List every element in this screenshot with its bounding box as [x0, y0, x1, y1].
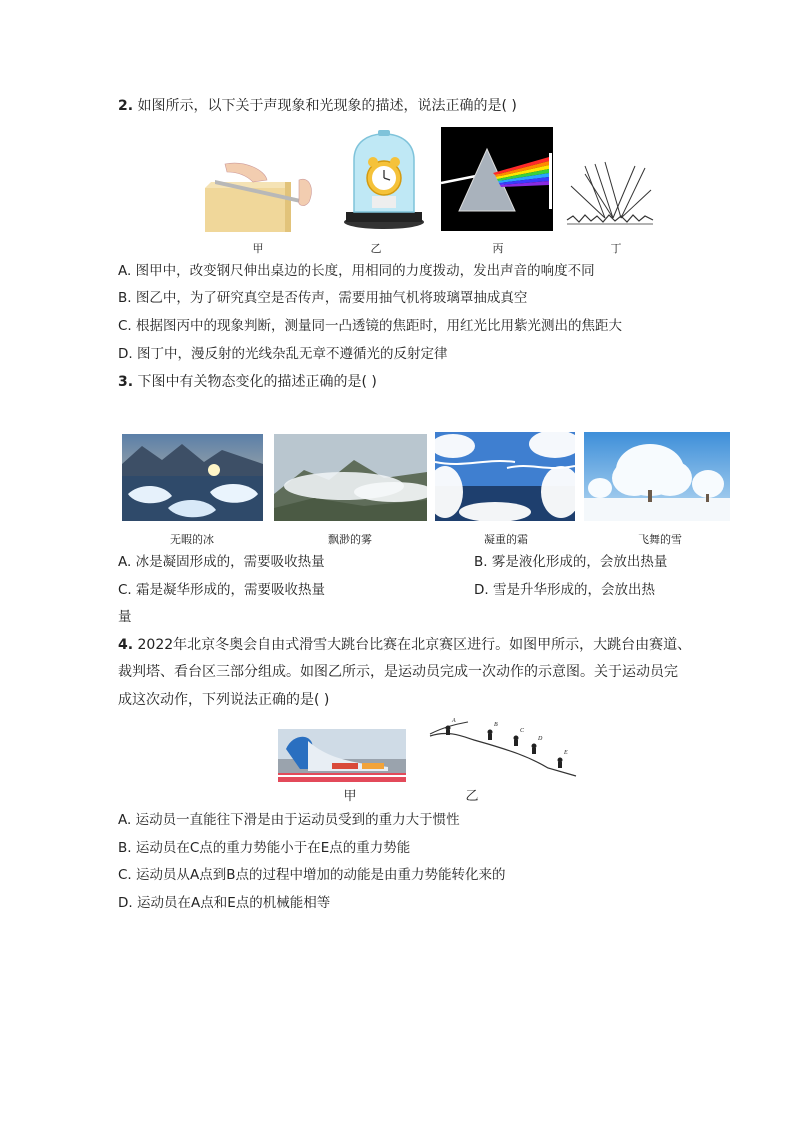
- q3-photo-snow: [584, 432, 730, 521]
- diagram-label-a: A: [452, 718, 456, 724]
- q3-caption-fog: 飘渺的雾: [328, 533, 372, 546]
- q4-figure-yi: [428, 716, 578, 780]
- q2-figure-jia: [205, 160, 317, 232]
- q2-option-d[interactable]: D. 图丁中，漫反射的光线杂乱无章不遵循光的反射定律: [118, 346, 448, 362]
- q2-figure-bing: [441, 127, 553, 231]
- q4-number: 4.: [118, 637, 134, 653]
- q4-stem-line-1: [118, 635, 691, 655]
- q2-caption-jia: 甲: [252, 242, 264, 255]
- q2-option-a[interactable]: A. 图甲中，改变钢尺伸出桌边的长度，用相同的力度拨动，发出声音的响度不同: [118, 263, 595, 279]
- q4-caption-jia: 甲: [343, 789, 357, 804]
- q3-option-d[interactable]: D. 雪是升华形成的，会放出热: [474, 582, 655, 598]
- q4-option-b[interactable]: B. 运动员在C点的重力势能小于在E点的重力势能: [118, 840, 411, 856]
- q3-stem: [118, 372, 377, 392]
- q3-number: 3.: [118, 374, 134, 390]
- q4-stem-line-2: 裁判塔、看台区三部分组成。如图乙所示，是运动员完成一次动作的示意图。关于运动员完: [118, 664, 678, 680]
- q3-photo-fog: [274, 434, 427, 521]
- diagram-label-d: D: [538, 736, 543, 742]
- q2-caption-bing: 丙: [492, 242, 504, 255]
- q4-option-a[interactable]: A. 运动员一直能往下滑是由于运动员受到的重力大于惯性: [118, 812, 460, 828]
- q4-stem-text-1: 2022年北京冬奥会自由式滑雪大跳台比赛在北京赛区进行。如图甲所示，大跳台由赛道、: [137, 637, 692, 653]
- q3-stem-text: 下图中有关物态变化的描述正确的是( ): [137, 374, 377, 390]
- q3-caption-snow: 飞舞的雪: [638, 533, 682, 546]
- q2-stem: [118, 96, 517, 116]
- q2-caption-ding: 丁: [610, 242, 622, 255]
- q4-caption-yi: 乙: [465, 789, 479, 804]
- q3-caption-frost: 凝重的霜: [484, 533, 528, 546]
- q2-stem-text: 如图所示，以下关于声现象和光现象的描述，说法正确的是( ): [137, 98, 517, 114]
- q4-option-c[interactable]: C. 运动员从A点到B点的过程中增加的动能是由重力势能转化来的: [118, 867, 506, 883]
- q3-option-d-wrap: 量: [118, 609, 132, 625]
- q2-option-c[interactable]: C. 根据图丙中的现象判断，测量同一凸透镜的焦距时，用红光比用紫光测出的焦距大: [118, 318, 623, 334]
- q3-option-b[interactable]: B. 雾是液化形成的，会放出热量: [474, 554, 668, 570]
- q2-figure-yi: [342, 130, 426, 230]
- q2-caption-yi: 乙: [370, 242, 382, 255]
- q3-photo-ice: [122, 434, 263, 521]
- q3-option-c[interactable]: C. 霜是凝华形成的，需要吸收热量: [118, 582, 326, 598]
- diagram-label-e: E: [564, 750, 568, 756]
- q4-stem-line-3: 成这次动作，下列说法正确的是( ): [118, 692, 330, 708]
- q2-number: 2.: [118, 98, 134, 114]
- q3-option-a[interactable]: A. 冰是凝固形成的，需要吸收热量: [118, 554, 325, 570]
- q3-caption-ice: 无暇的冰: [170, 533, 214, 546]
- diagram-label-b: B: [494, 722, 498, 728]
- diagram-label-c: C: [520, 728, 525, 734]
- q2-figure-ding: [565, 160, 655, 230]
- q4-figure-jia: [278, 729, 406, 782]
- q3-photo-frost: [435, 432, 575, 521]
- q2-option-b[interactable]: B. 图乙中，为了研究真空是否传声，需要用抽气机将玻璃罩抽成真空: [118, 290, 528, 306]
- q4-option-d[interactable]: D. 运动员在A点和E点的机械能相等: [118, 895, 331, 911]
